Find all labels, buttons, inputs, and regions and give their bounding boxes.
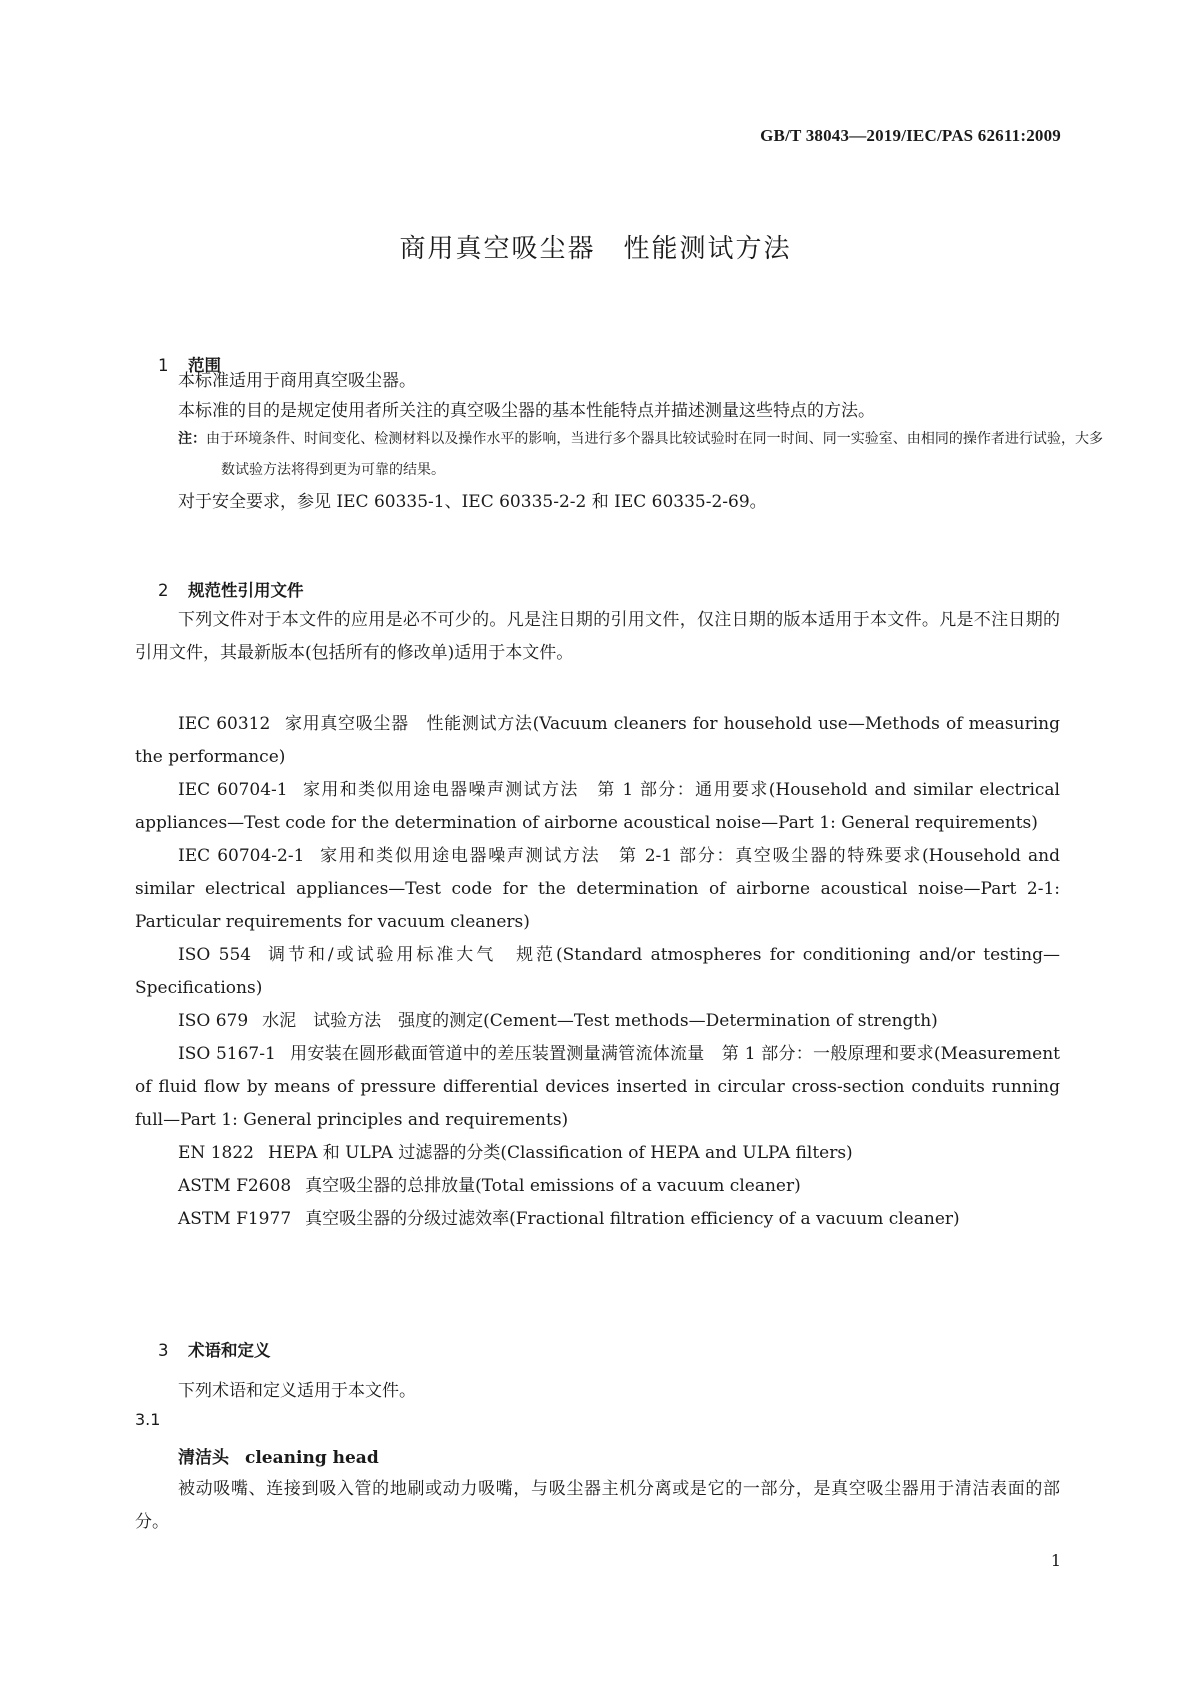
reference-list [135,708,1060,1236]
reference-id: ISO 679 [178,1011,249,1031]
reference-text: HEPA 和 ULPA 过滤器的分类(Classification of HEPA and ULPA filters) [267,1143,853,1163]
note-text: 由于环境条件、时间变化、检测材料以及操作水平的影响，当进行多个器具比较试验时在同一时间、同一实验室、由相同的操作者进行试验，大多数试验方法将得到更为可靠的结果。 [206,431,1103,478]
reference-text: 用安装在圆形截面管道中的差压装置测量满管流体流量 第 1 部分：一般原理和要求(Measurement of fluid flow by means of pressure differential devices inserted in circular cross-section conduits running full—Part 1: General principles and requirements) [135,1044,1060,1130]
terms-intro: 下列术语和定义适用于本文件。 [178,1381,416,1401]
term-heading [178,1443,379,1468]
term-english: cleaning head [245,1448,379,1468]
section-title: 范围 [187,356,221,375]
reference-item [135,1038,1060,1137]
references-intro: 下列文件对于本文件的应用是必不可少的。凡是注日期的引用文件，仅注日期的版本适用于本文件。凡是不注日期的引用文件，其最新版本(包括所有的修改单)适用于本文件。 [135,610,1060,663]
reference-item [135,708,1060,774]
clause-number: 3.1 [135,1410,161,1429]
section-heading-terms [135,1318,270,1380]
reference-item [135,939,1060,1005]
reference-item [135,1005,1060,1038]
reference-item [135,1203,1060,1236]
reference-id: ASTM F1977 [178,1209,292,1229]
term-definition: 被动吸嘴、连接到吸入管的地刷或动力吸嘴，与吸尘器主机分离或是它的一部分，是真空吸尘器用于清洁表面的部分。 [135,1479,1060,1532]
scope-paragraph-2: 本标准的目的是规定使用者所关注的真空吸尘器的基本性能特点并描述测量这些特点的方法。 [178,401,875,421]
reference-item [135,1170,1060,1203]
reference-text: 水泥 试验方法 强度的测定(Cement—Test methods—Determination of strength) [262,1011,938,1031]
reference-text: 调节和/或试验用标准大气 规范(Standard atmospheres for conditioning and/or testing—Specifications) [135,945,1061,998]
reference-text: 家用和类似用途电器噪声测试方法 第 2-1 部分：真空吸尘器的特殊要求(Household and similar electrical appliances—Test code for the determination of airborne acoustical noise—Part 2-1: Particular requirements for vacuum cleaners) [135,846,1060,932]
standard-code: GB/T 38043—2019/IEC/PAS 62611:2009 [760,126,1061,145]
section-number: 1 [157,356,169,375]
reference-id: EN 1822 [178,1143,254,1163]
section-title: 规范性引用文件 [187,581,304,600]
term-chinese: 清洁头 [178,1448,229,1468]
scope-note [178,424,1103,486]
reference-item [135,1137,1060,1170]
reference-text: 家用真空吸尘器 性能测试方法(Vacuum cleaners for household use—Methods of measuring the performance) [135,714,1060,767]
reference-id: IEC 60312 [178,714,271,734]
reference-text: 真空吸尘器的分级过滤效率(Fractional filtration efficiency of a vacuum cleaner) [305,1209,960,1229]
reference-id: IEC 60704-2-1 [178,846,305,866]
section-number: 3 [157,1341,169,1360]
reference-item [135,774,1060,840]
note-label: 注： [178,431,207,447]
reference-text: 真空吸尘器的总排放量(Total emissions of a vacuum cleaner) [305,1176,801,1196]
reference-id: ASTM F2608 [178,1176,292,1196]
reference-text: 家用和类似用途电器噪声测试方法 第 1 部分：通用要求(Household and similar electrical appliances—Test code for the determination of airborne acoustical noise—Part 1: General requirements) [135,780,1060,833]
section-number: 2 [157,581,169,600]
page-number: 1 [1050,1551,1061,1570]
section-title: 术语和定义 [187,1341,271,1360]
scope-paragraph-3: 对于安全要求，参见 IEC 60335-1、IEC 60335-2-2 和 IEC 60335-2-69。 [178,492,767,512]
reference-id: ISO 5167-1 [178,1044,276,1064]
reference-id: ISO 554 [178,945,252,965]
scope-paragraph-1: 本标准适用于商用真空吸尘器。 [178,371,416,391]
document-title: 商用真空吸尘器 性能测试方法 [399,234,792,264]
reference-item [135,840,1060,939]
reference-id: IEC 60704-1 [178,780,288,800]
